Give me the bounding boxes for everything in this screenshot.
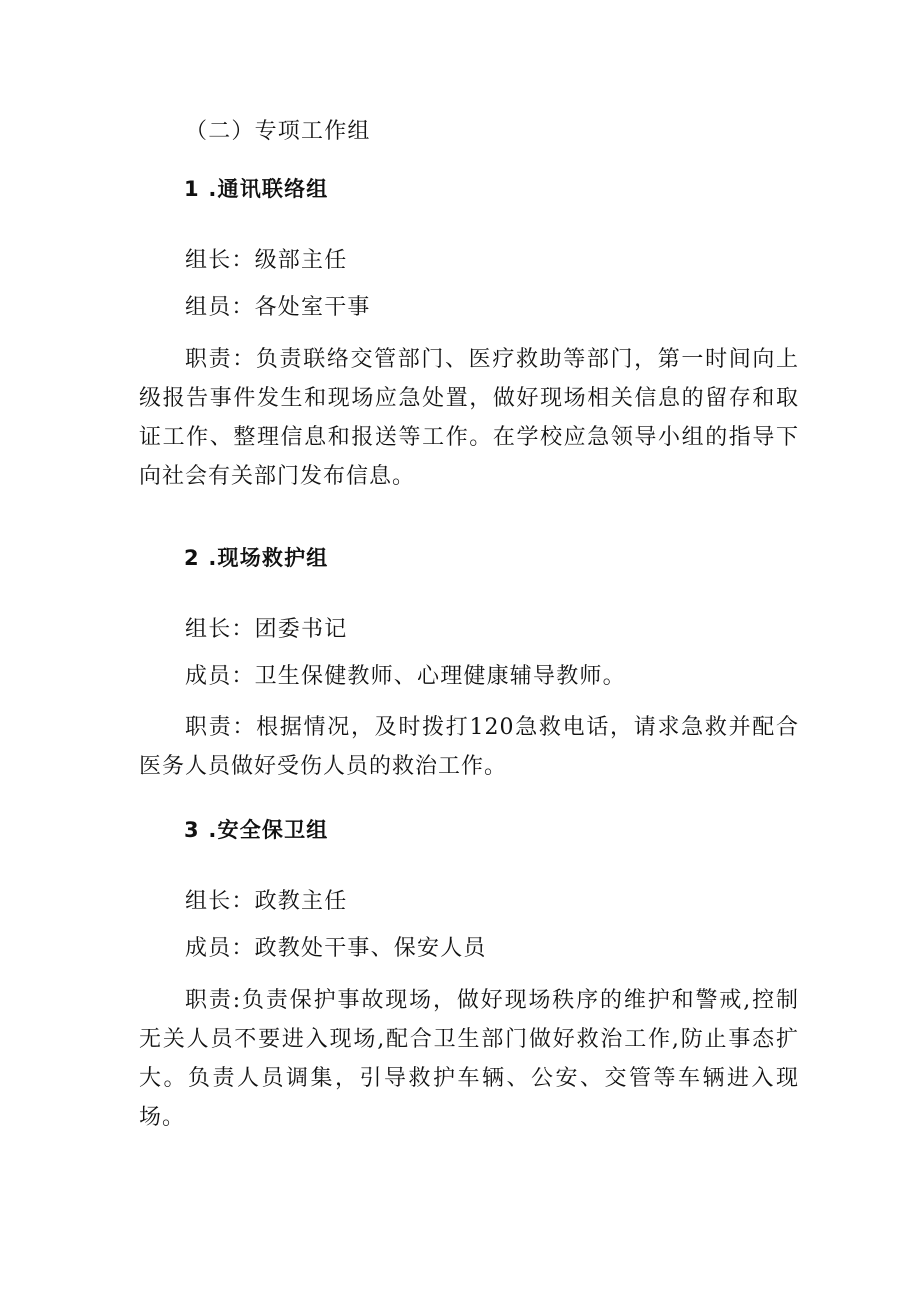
group-duty-rescue: 职责：根据情况，及时拨打120急救电话，请求急救并配合医务人员做好受伤人员的救治工作。	[139, 715, 799, 779]
group-heading-security: 3 .安全保卫组	[184, 818, 329, 842]
group-duty-security: 职责:负责保护事故现场，做好现场秩序的维护和警戒,控制无关人员不要进入现场,配合卫生部门做好救治工作,防止事态扩大。负责人员调集，引导救护车辆、公安、交管等车辆进入现场。	[139, 988, 799, 1130]
group-duty-communication: 职责：负责联络交管部门、医疗救助等部门，第一时间向上级报告事件发生和现场应急处置，做好现场相关信息的留存和取证工作、整理信息和报送等工作。在学校应急领导小组的指导下向社会有关部门发布信息。	[139, 347, 799, 489]
group-members-communication: 组员：各处室干事	[185, 295, 371, 320]
group-heading-communication: 1 .通讯联络组	[184, 177, 329, 201]
group-leader-security: 组长：政教主任	[185, 889, 348, 914]
group-leader-communication: 组长：级部主任	[185, 248, 348, 273]
group-leader-rescue: 组长：团委书记	[185, 617, 348, 642]
group-members-security: 成员：政教处干事、保安人员	[185, 936, 487, 961]
group-members-rescue: 成员：卫生保健教师、心理健康辅导教师。	[185, 664, 626, 689]
section-title: （二）专项工作组	[185, 119, 371, 144]
group-heading-rescue: 2 .现场救护组	[184, 546, 329, 570]
